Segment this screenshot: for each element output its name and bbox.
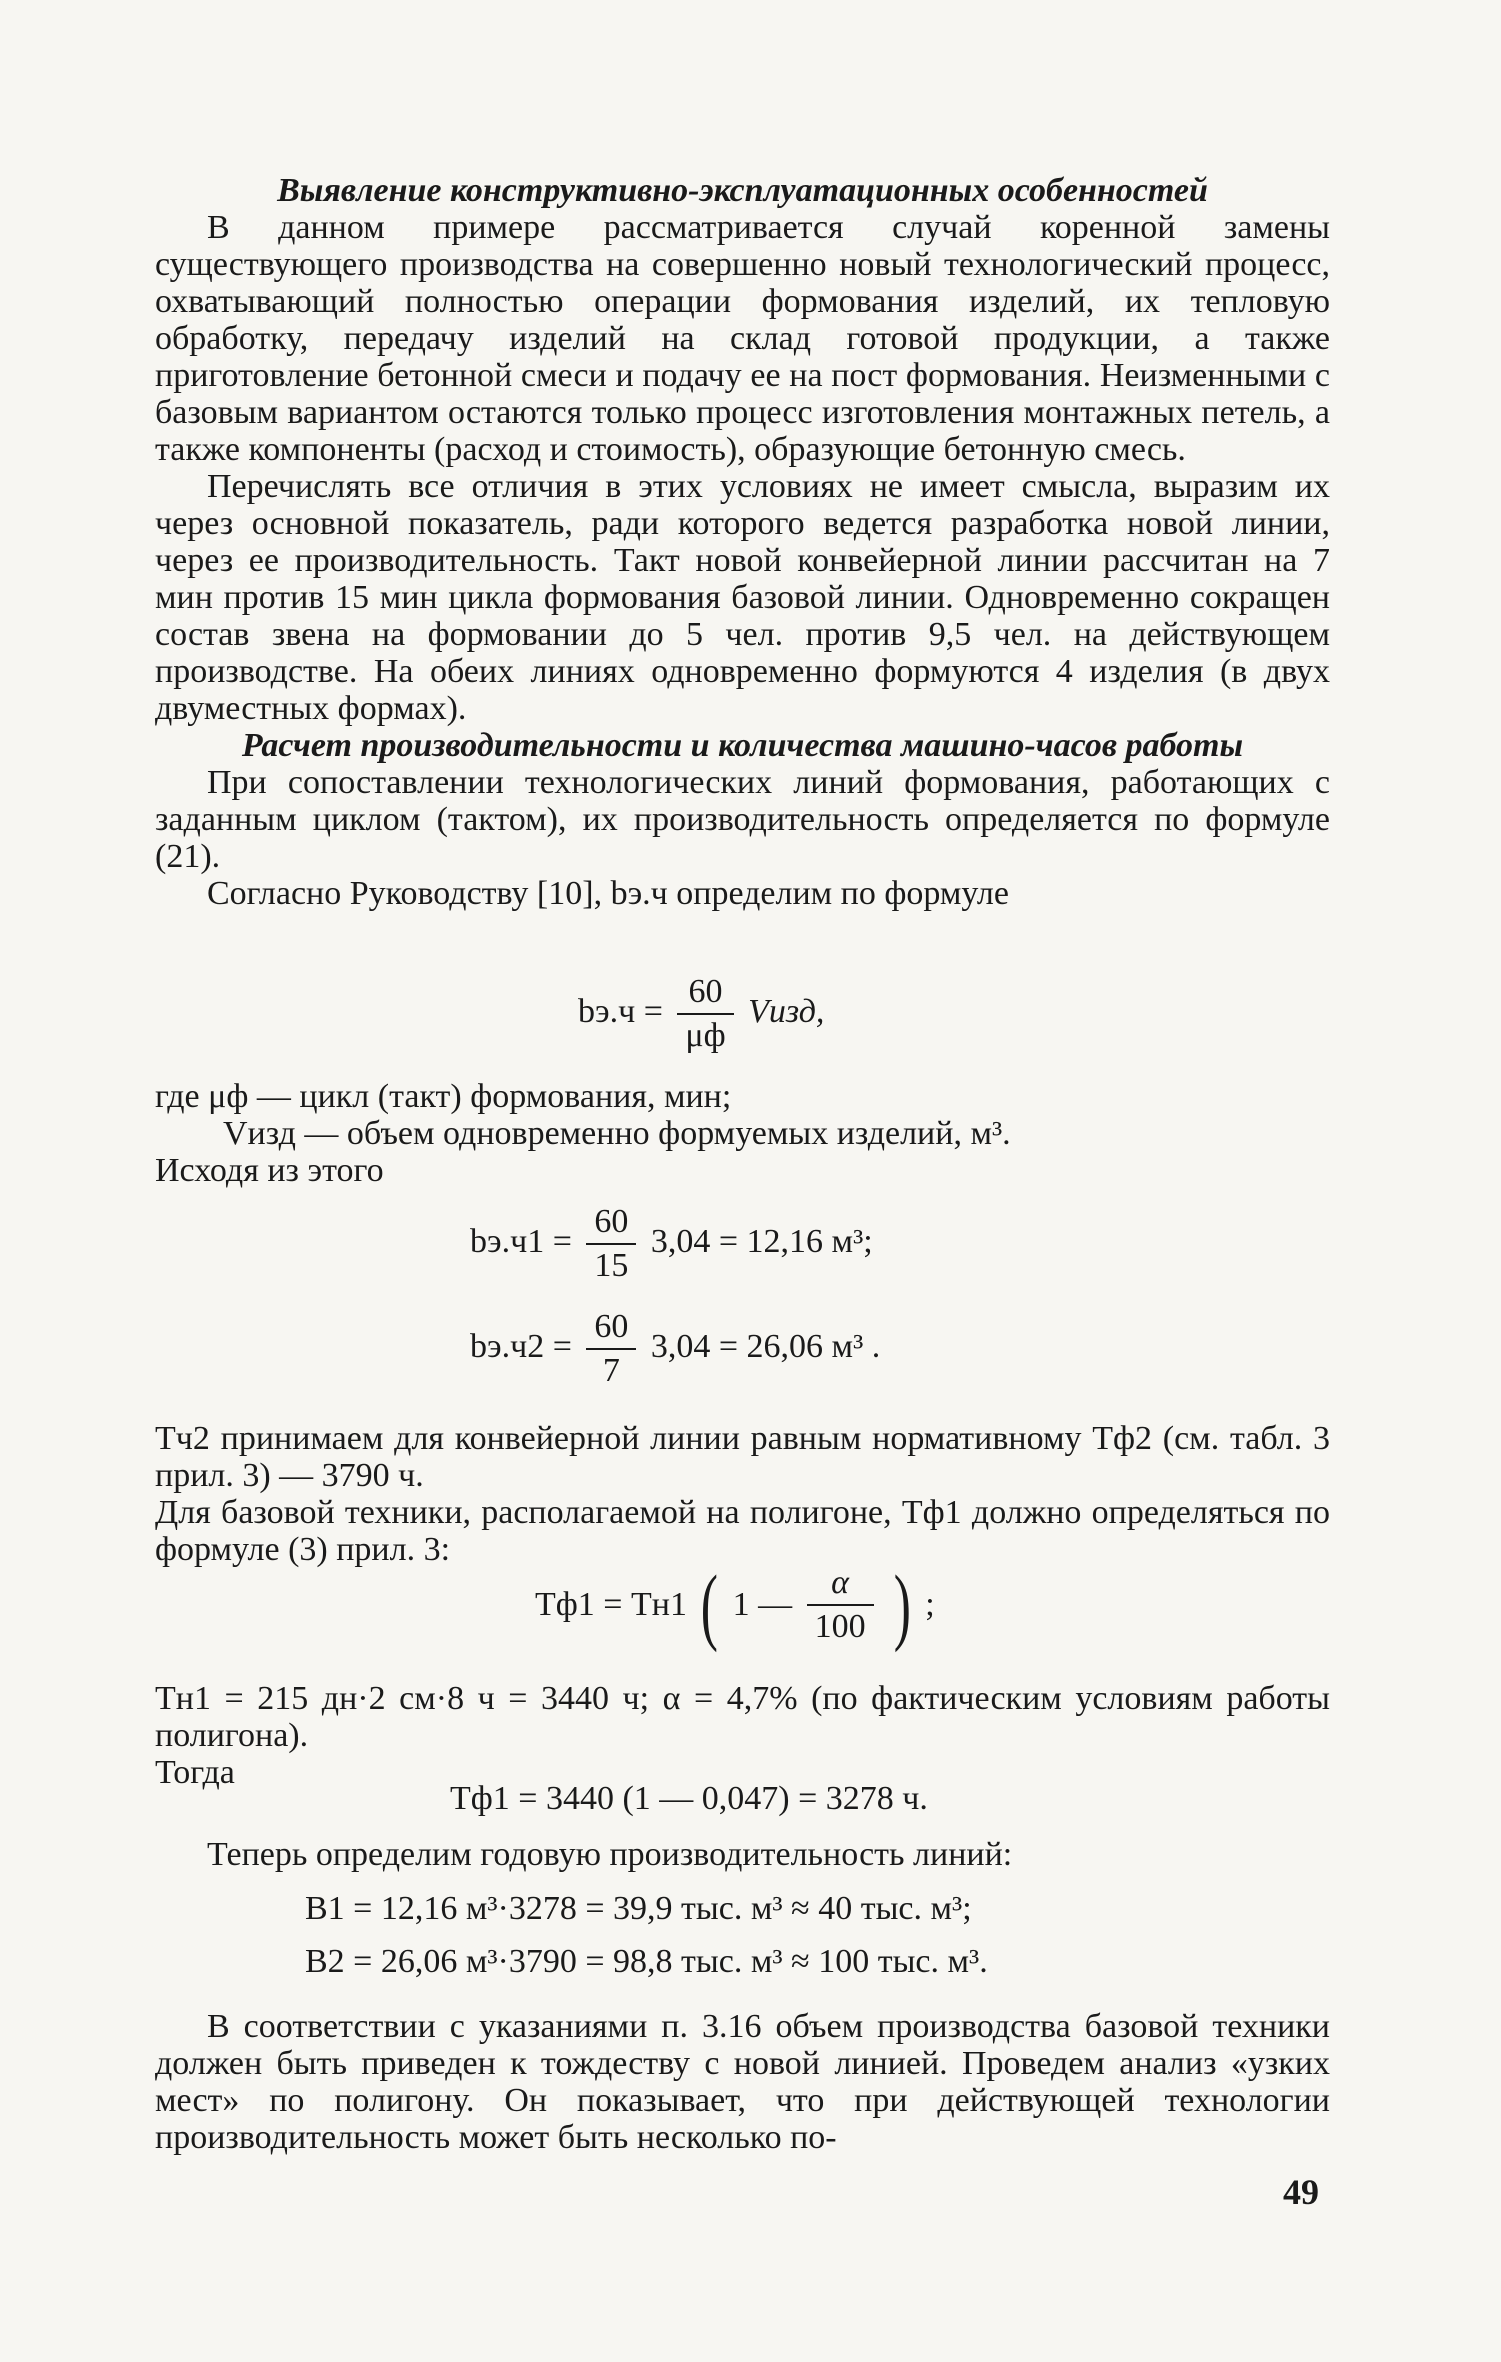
section-heading-features: Выявление конструктивно-эксплуатационных особенностей — [277, 172, 1208, 209]
fraction-denominator: μф — [677, 1013, 733, 1053]
fraction — [807, 1566, 874, 1644]
formula-b-eh-ch — [578, 975, 824, 1053]
formula-b-eh-ch2 — [470, 1310, 880, 1388]
top-text-block — [155, 172, 1330, 912]
paragraph-annual-productivity: Теперь определим годовую производительность линий: — [207, 1836, 1013, 1873]
fraction — [586, 1310, 636, 1388]
paragraph-base-technique: Для базовой техники, располагаемой на полигоне, Тф1 должно определяться по формуле (3) прил. 3: — [155, 1494, 1330, 1568]
fraction-numerator: 60 — [594, 1308, 629, 1345]
formula-t-f1 — [535, 1557, 935, 1653]
middle-text-block — [155, 1420, 1330, 1568]
paragraph-t-n1: Тн1 = 215 дн·2 см·8 ч = 3440 ч; α = 4,7% (по фактическим условиям работы полигона). — [155, 1680, 1330, 1754]
right-parenthesis: ) — [893, 1557, 911, 1653]
fraction-denominator: 100 — [807, 1604, 874, 1644]
left-parenthesis: ( — [701, 1557, 719, 1653]
paragraph-replacement: В данном примере рассматривается случай коренной замены существующего производства на совершенно новый технологический процесс, охватывающий полностью операции формования изделий, их тепловую обработку, передачу изделий на склад готовой продукции, а также приготовление бетонной смеси и подачу ее на пост формования. Неизменными с базовым вариантом остаются только процесс изготовления монтажных петель, а также компоненты (расход и стоимость), образующие бетонную смесь. — [155, 209, 1330, 468]
paragraph-guide-reference: Согласно Руководству [10], bэ.ч определим по формуле — [207, 875, 1009, 912]
formula-end: ; — [925, 1586, 935, 1623]
bottom-text-block — [155, 2008, 1330, 2156]
formula-rhs: Vизд, — [748, 992, 825, 1030]
paragraph-differences: Перечислять все отличия в этих условиях не имеет смысла, выразим их через основной показатель, ради которого ведется разработка новой линии, через ее производительность. Такт новой конвейерной линии рассчитан на 7 мин против 15 мин цикла формования базовой линии. Одновременно сокращен состав звена на формовании до 5 чел. против 9,5 чел. на действующем производстве. На обеих линиях одновременно формуются 4 изделия (в двух двуместных формах). — [155, 468, 1330, 727]
section-heading-productivity: Расчет производительности и количества машино-часов работы — [241, 727, 1244, 764]
formula-t-f1-result: Тф1 = 3440 (1 — 0,047) = 3278 ч. — [450, 1780, 928, 1817]
definition-mu: где μф — цикл (такт) формования, мин; — [155, 1078, 732, 1115]
page-number: 49 — [1283, 2172, 1319, 2212]
conditions-block — [155, 1680, 1330, 1791]
paragraph-comparison: При сопоставлении технологических линий формования, работающих с заданным циклом (тактом), их производительность определяется по формуле (21). — [155, 764, 1330, 875]
formula-lhs: Тф1 = Тн1 — [535, 1586, 687, 1623]
definition-v: Vизд — объем одновременно формуемых изделий, м³. — [223, 1115, 1011, 1152]
fraction-denominator: 7 — [586, 1348, 636, 1388]
fraction-numerator: α — [831, 1564, 849, 1601]
text-then: Тогда — [155, 1754, 235, 1791]
formula-rhs: 3,04 = 26,06 м³ . — [650, 1327, 881, 1365]
paragraph-t-ch2: Тч2 принимаем для конвейерной линии равным нормативному Тф2 (см. табл. 3 прил. 3) — 3790 ч. — [155, 1420, 1330, 1494]
formula-one-minus: 1 — — [732, 1586, 793, 1623]
formula-lhs: bэ.ч = — [578, 992, 663, 1030]
formula-b2: В2 = 26,06 м³·3790 = 98,8 тыс. м³ ≈ 100 тыс. м³. — [305, 1943, 988, 1980]
paragraph-bottlenecks: В соответствии с указаниями п. 3.16 объем производства базовой техники должен быть приведен к тождеству с новой линией. Проведем анализ «узких мест» по полигону. Он показывает, что при действующей технологии производительность может быть несколько по- — [155, 2008, 1330, 2156]
formula-lhs: bэ.ч1 = — [470, 1222, 572, 1260]
formula-rhs: 3,04 = 12,16 м³; — [650, 1222, 873, 1260]
fraction-numerator: 60 — [688, 973, 723, 1010]
fraction — [586, 1205, 636, 1283]
formula-b1: В1 = 12,16 м³·3278 = 39,9 тыс. м³ ≈ 40 тыс. м³; — [305, 1890, 972, 1927]
definitions-block — [155, 1078, 1330, 1189]
fraction — [677, 975, 733, 1053]
annual-text-block — [155, 1836, 1330, 1873]
formula-b-eh-ch1 — [470, 1205, 873, 1283]
text-hence: Исходя из этого — [155, 1152, 384, 1189]
fraction-numerator: 60 — [594, 1203, 629, 1240]
formula-lhs: bэ.ч2 = — [470, 1327, 572, 1365]
fraction-denominator: 15 — [586, 1243, 636, 1283]
